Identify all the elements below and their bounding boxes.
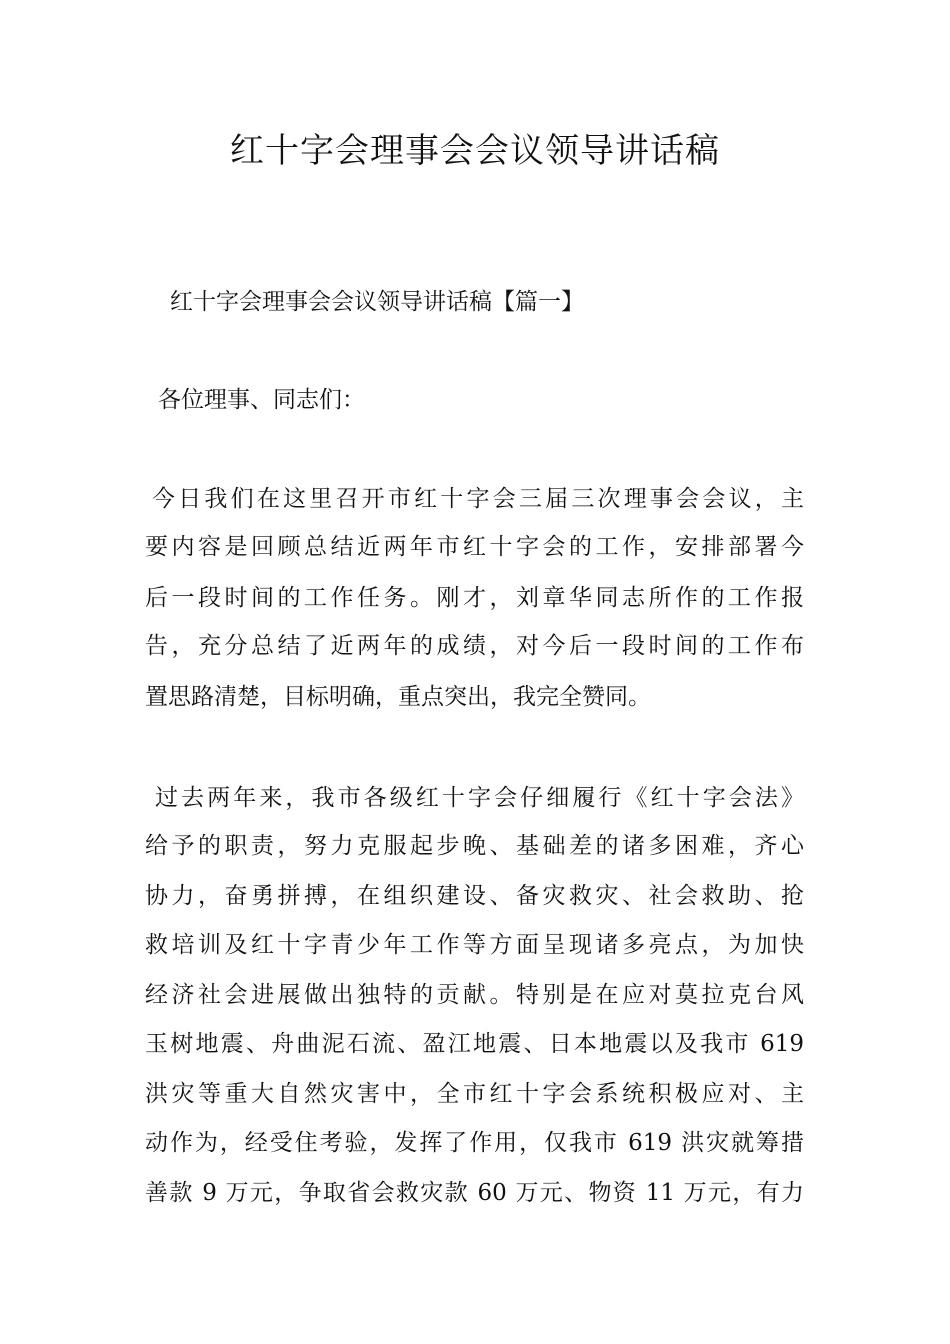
paragraph-2-line: 救培训及红十字青少年工作等方面呈现诸多亮点，为加快 [145,932,804,958]
section-heading: 红十字会理事会会议领导讲话稿【篇一】 [170,289,584,315]
paragraph-2-line: 过去两年来，我市各级红十字会仔细履行《红十字会法》 [155,785,804,811]
paragraph-2-line: 经济社会进展做出独特的贡献。特别是在应对莫拉克台风 [145,982,804,1008]
paragraph-2-line: 善款 9 万元，争取省会救灾款 60 万元、物资 11 万元，有力 [145,1180,804,1206]
paragraph-2-line: 动作为，经受住考验，发挥了作用，仅我市 619 洪灾就筹措 [145,1130,804,1156]
paragraph-1-line: 要内容是回顾总结近两年市红十字会的工作，安排部署今 [145,534,804,560]
paragraph-2-line: 给予的职责，努力克服起步晚、基础差的诸多困难，齐心 [145,833,804,859]
paragraph-1-line: 今日我们在这里召开市红十字会三届三次理事会会议，主 [152,486,804,512]
paragraph-2-line: 洪灾等重大自然灾害中，全市红十字会系统积极应对、主 [145,1081,804,1107]
paragraph-1-line: 后一段时间的工作任务。刚才，刘章华同志所作的工作报 [145,585,804,611]
paragraph-1-line: 告，充分总结了近两年的成绩，对今后一段时间的工作布 [145,633,804,659]
paragraph-2-line: 玉树地震、舟曲泥石流、盈江地震、日本地震以及我市 619 [145,1031,804,1057]
document-title: 红十字会理事会会议领导讲话稿 [230,131,720,171]
paragraph-2-line: 协力，奋勇拼搏，在组织建设、备灾救灾、社会救助、抢 [145,883,804,909]
paragraph-1-line: 置思路清楚，目标明确，重点突出，我完全赞同。 [145,684,651,710]
salutation: 各位理事、同志们： [158,387,365,413]
